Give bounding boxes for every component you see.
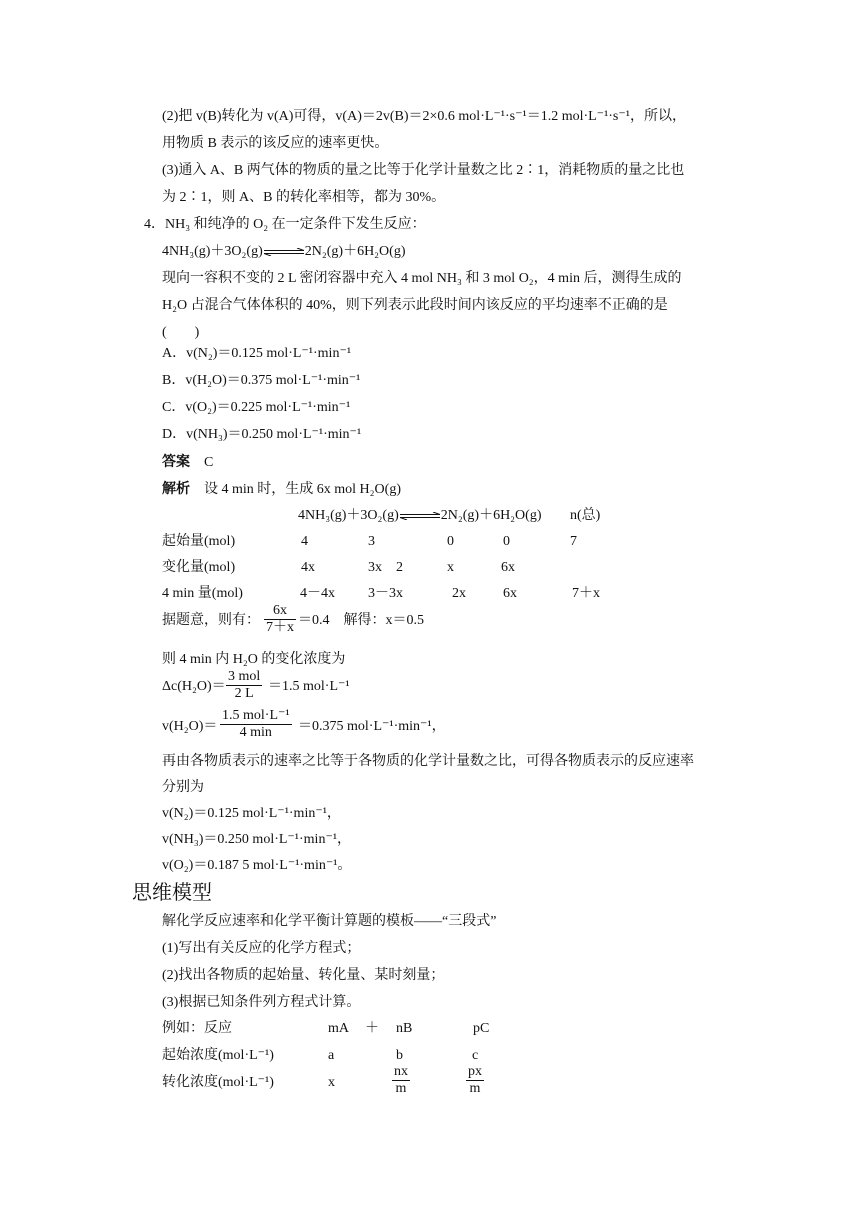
table-cell: 3－3x [368,586,403,601]
calc-1-post: ＝0.4 解得：x＝0.5 [298,613,424,628]
table-equation-right: 2N₂(g)＋6H₂O(g) [440,508,542,523]
model-step-2: (2)找出各物质的起始量、转化量、某时刻量； [162,968,445,983]
calc-7: v(NH₃)＝0.250 mol·L⁻¹·min⁻¹， [162,832,352,847]
option-c: C．v(O₂)＝0.225 mol·L⁻¹·min⁻¹ [162,400,351,415]
answer-label: 答案 [162,455,190,470]
table-cell: 7＋x [572,586,600,601]
example-fraction-c [466,1064,484,1097]
fraction-denominator: 7＋x [266,620,294,635]
table-row-label: 起始量(mol) [162,534,236,549]
para-2: (2)把 v(B)转化为 v(A)可得，v(A)＝2v(B)＝2×0.6 mol·L⁻¹·s⁻¹＝1.2 mol·L⁻¹·s⁻¹，所以， [162,109,686,124]
answer-value: C [204,455,214,470]
calc-2: 则 4 min 内 H₂O 的变化浓度为 [162,652,346,667]
option-a: A．v(N₂)＝0.125 mol·L⁻¹·min⁻¹ [162,346,352,361]
calc-1-fraction [264,603,296,636]
calc-4-post: ＝0.375 mol·L⁻¹·min⁻¹， [298,719,446,734]
option-b: B．v(H₂O)＝0.375 mol·L⁻¹·min⁻¹ [162,373,361,388]
calc-6: v(N₂)＝0.125 mol·L⁻¹·min⁻¹， [162,806,341,821]
calc-8: v(O₂)＝0.187 5 mol·L⁻¹·min⁻¹。 [162,858,352,873]
equilibrium-arrow-icon [400,512,440,520]
calc-3-pre: Δc(H₂O)＝ [162,679,226,694]
example-label: 例如：反应 [162,1021,232,1036]
example-fraction-b [392,1064,410,1097]
para-2-cont: 用物质 B 表示的该反应的速率更快。 [162,136,389,151]
question-4-body: 现向一容积不变的 2 L 密闭容器中充入 4 mol NH₃ 和 3 mol O₂，4 min 后，测得生成的 [162,271,682,286]
table-cell: 0 [447,534,454,549]
question-4: 4．NH₃ 和纯净的 O₂ 在一定条件下发生反应： [144,217,426,232]
analysis-line [162,481,401,499]
table-equation-left: 4NH₃(g)＋3O₂(g) [298,508,399,523]
reaction-equation [162,243,406,261]
fraction-numerator: 6x [273,603,287,618]
calc-4-pre: v(H₂O)＝ [162,719,218,734]
calc-4-fraction [220,708,292,741]
table-cell: 3 [368,534,375,549]
analysis-text: 设 4 min 时，生成 6x mol H₂O(g) [204,482,401,497]
answer-line [162,454,213,472]
calc-5: 再由各物质表示的速率之比等于各物质的化学计量数之比，可得各物质表示的反应速率 [162,754,694,769]
fraction-denominator: m [466,1080,484,1097]
table-cell: 6x [503,586,517,601]
table-cell: 7 [570,534,577,549]
equilibrium-arrow-icon [264,248,304,256]
fraction-numerator: nx [394,1064,408,1079]
table-equation [298,507,542,525]
calc-3-fraction [226,669,262,702]
answer-paren: ( ) [162,325,200,340]
calc-5-cont: 分别为 [162,780,204,795]
analysis-label: 解析 [162,482,190,497]
table-cell: 6x [501,560,515,575]
model-step-3: (3)根据已知条件列方程式计算。 [162,995,361,1010]
para-3: (3)通入 A、B 两气体的物质的量之比等于化学计量数之比 2∶1，消耗物质的量之比也 [162,163,685,178]
option-d: D．v(NH₃)＝0.250 mol·L⁻¹·min⁻¹ [162,427,362,442]
table-cell: 2x [452,586,466,601]
fraction-denominator: 4 min [220,724,292,741]
example-plus: ＋ [365,1021,379,1036]
calc-1-pre: 据题意，则有： [162,613,260,628]
para-3-cont: 为 2∶1，则 A、B 的转化率相等，都为 30%。 [162,190,446,205]
equation-left: 4NH₃(g)＋3O₂(g) [162,244,263,259]
table-row-label: 4 min 量(mol) [162,586,243,601]
example-row-1-label: 起始浓度(mol·L⁻¹) [162,1048,274,1063]
fraction-denominator: m [392,1080,410,1097]
example-reactant-b: nB [396,1021,413,1036]
fraction-numerator: 1.5 mol·L⁻¹ [222,708,290,723]
model-step-1: (1)写出有关反应的化学方程式； [162,941,361,956]
equation-right: 2N₂(g)＋6H₂O(g) [304,244,406,259]
example-cell: x [328,1075,335,1090]
example-product-c: pC [473,1021,490,1036]
fraction-denominator: 2 L [226,685,262,702]
table-cell: 4 [301,534,308,549]
fraction-numerator: 3 mol [228,669,261,684]
fraction-numerator: px [468,1064,482,1079]
example-cell: b [396,1048,403,1063]
table-row-label: 变化量(mol) [162,560,236,575]
table-cell: x [447,560,454,575]
calc-3-post: ＝1.5 mol·L⁻¹ [268,679,350,694]
table-cell: 4x [301,560,315,575]
section-heading: 思维模型 [132,880,212,904]
table-total-header: n(总) [570,508,601,523]
example-cell: a [328,1048,335,1063]
question-4-body-cont: H₂O 占混合气体体积的 40%，则下列表示此段时间内该反应的平均速率不正确的是 [162,298,668,313]
table-cell: 0 [503,534,510,549]
example-reactant-a: mA [328,1021,349,1036]
model-intro: 解化学反应速率和化学平衡计算题的模板——“三段式” [162,914,497,929]
example-row-2-label: 转化浓度(mol·L⁻¹) [162,1075,274,1090]
example-cell: c [472,1048,479,1063]
table-cell: 4－4x [300,586,335,601]
table-cell: 3x 2 [368,560,403,575]
